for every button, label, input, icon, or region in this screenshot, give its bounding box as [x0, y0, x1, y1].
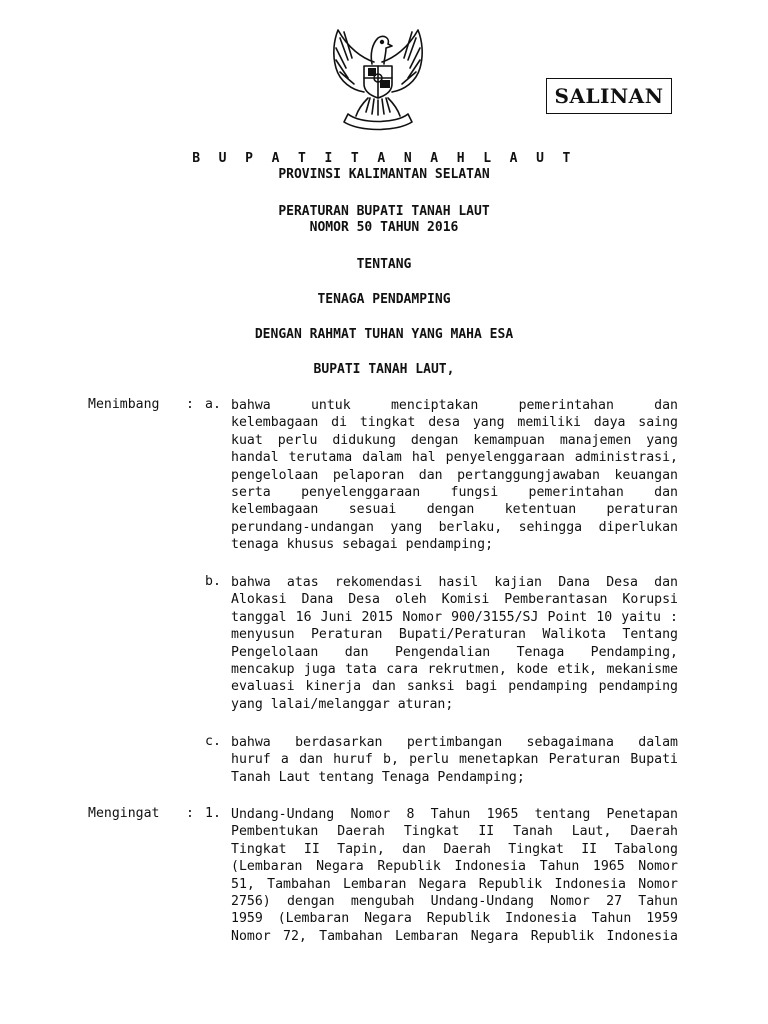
- text-line: Undang-Undang Nomor 8 Tahun 1965 tentang Penetapan: [231, 807, 678, 822]
- text-line: Alokasi Dana Desa oleh Komisi Pemberantasan Korupsi: [231, 592, 678, 608]
- text-line: perundang-undangan yang berlaku, sehingga diperlukan: [231, 519, 678, 535]
- text-line: mencakup juga tata cara rekrutmen, kode etik, mekanisme: [231, 661, 678, 677]
- text-line: handal terutama dalam hal penyelenggaraan administrasi,: [231, 450, 678, 466]
- mengingat-colon: :: [186, 806, 194, 821]
- regent-title-heading: BUPATI TANAH LAUT,: [313, 362, 455, 377]
- item-marker-c: c.: [205, 734, 221, 749]
- subject-heading: TENAGA PENDAMPING: [317, 292, 451, 307]
- text-line: evaluasi kinerja dan sanksi bagi pendamping pendamping: [231, 679, 678, 695]
- menimbang-item-b: [231, 574, 678, 713]
- regulation-title: PERATURAN BUPATI TANAH LAUT: [278, 204, 490, 219]
- text-line: kuat perlu didukung dengan kemampuan manajemen yang: [231, 432, 678, 448]
- text-line: 2756) dengan mengubah Undang-Undang Nomor 27 Tahun: [231, 893, 678, 909]
- grace-heading: DENGAN RAHMAT TUHAN YANG MAHA ESA: [254, 327, 514, 342]
- about-heading: TENTANG: [356, 257, 412, 272]
- text-line: kelembagaan sesuai dengan ketentuan peraturan: [231, 502, 678, 518]
- item-marker-b: b.: [205, 574, 221, 589]
- text-line: tanggal 16 Juni 2015 Nomor 900/3155/SJ Point 10 yaitu :: [231, 609, 678, 625]
- garuda-emblem-icon: [318, 18, 438, 136]
- text-line: kelembagaan di tingkat desa yang memiliki daya saing: [231, 415, 678, 431]
- text-line: pengelolaan pelaporan dan pertanggungjawaban keuangan: [231, 467, 678, 483]
- text-line: Pembentukan Daerah Tingkat II Tanah Laut, Daerah: [231, 824, 678, 840]
- item-marker-1: 1.: [205, 806, 221, 821]
- mengingat-item-1: [231, 806, 678, 945]
- menimbang-colon: :: [186, 397, 194, 412]
- text-line: tenaga khusus sebagai pendamping;: [231, 537, 494, 553]
- regent-heading: B U P A T I T A N A H L A U T: [192, 151, 576, 166]
- text-line: 51, Tambahan Lembaran Negara Republik Indonesia Nomor: [231, 876, 678, 892]
- mengingat-label: Mengingat: [88, 806, 160, 821]
- text-line: Tanah Laut tentang Tenaga Pendamping;: [231, 769, 525, 785]
- menimbang-label: Menimbang: [88, 397, 160, 412]
- item-marker-a: a.: [205, 397, 221, 412]
- text-line: (Lembaran Negara Republik Indonesia Tahun 1965 Nomor: [231, 859, 678, 875]
- province-heading: PROVINSI KALIMANTAN SELATAN: [278, 167, 490, 182]
- regulation-number: NOMOR 50 TAHUN 2016: [309, 220, 459, 235]
- text-line: Tingkat II Tapin, dan Daerah Tingkat II Tabalong: [231, 841, 678, 857]
- text-line: yang lalai/melanggar aturan;: [231, 696, 454, 712]
- text-line: Pengelolaan dan Pengendalian Tenaga Pendamping,: [231, 644, 678, 660]
- menimbang-item-c: [231, 734, 678, 786]
- text-line: Nomor 72, Tambahan Lembaran Negara Republik Indonesia: [231, 928, 678, 944]
- menimbang-item-a: [231, 397, 678, 554]
- salinan-stamp: SALINAN: [546, 78, 672, 114]
- text-line: serta penyelenggaraan fungsi pemerintahan dan: [231, 484, 678, 500]
- text-line: bahwa berdasarkan pertimbangan sebagaimana dalam: [231, 735, 678, 750]
- text-line: 1959 (Lembaran Negara Republik Indonesia Tahun 1959: [231, 911, 678, 927]
- text-line: bahwa untuk menciptakan pemerintahan dan: [231, 398, 678, 413]
- text-line: menyusun Peraturan Bupati/Peraturan Walikota Tentang: [231, 627, 678, 643]
- text-line: bahwa atas rekomendasi hasil kajian Dana Desa dan: [231, 575, 678, 590]
- text-line: huruf a dan huruf b, perlu menetapkan Peraturan Bupati: [231, 752, 678, 768]
